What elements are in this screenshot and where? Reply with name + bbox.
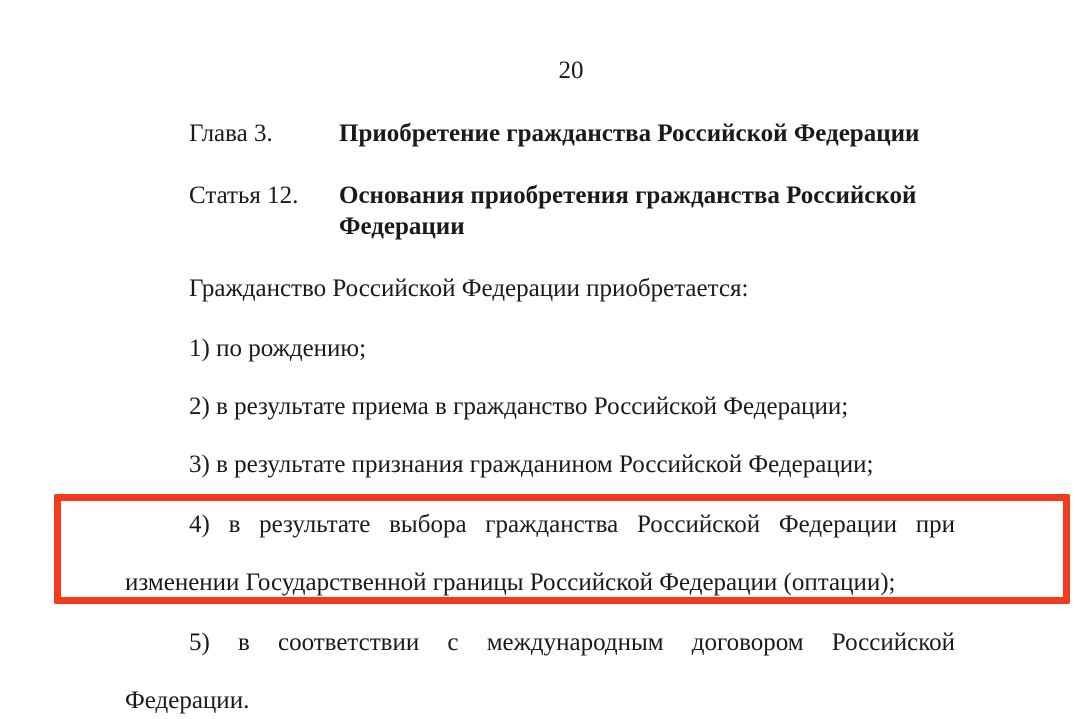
item5-word: соответствии [277,629,420,656]
item4-word: при [915,511,955,538]
item4-word: гражданства [485,511,619,538]
intro-paragraph: Гражданство Российской Федерации приобретается: [189,275,749,302]
item5-word: 5) [189,629,210,656]
page-number: 20 [558,57,584,84]
item4-word: выбора [389,511,467,538]
list-item-5-line1 [189,630,955,655]
highlight-box [54,494,1070,604]
article-title-line1: Основания приобретения гражданства Российской [339,182,917,209]
item4-word: 4) [189,511,210,538]
chapter-label: Глава 3. [189,120,273,147]
item4-word: результате [259,511,371,538]
list-item-3: 3) в результате признания гражданином Российской Федерации; [189,451,874,478]
chapter-title: Приобретение гражданства Российской Федерации [339,120,920,147]
list-item-1: 1) по рождению; [189,335,367,362]
item4-word: Российской [636,511,761,538]
list-item-2: 2) в результате приема в гражданство Российской Федерации; [189,393,849,420]
item5-word: международным [486,629,664,656]
item5-word: с [447,629,459,656]
item5-word: Российской [831,629,955,656]
list-item-4-line2: изменении Государственной границы Российской Федерации (оптации); [125,569,896,596]
item5-word: договором [691,629,804,656]
item5-word: в [238,629,250,656]
item4-word: Федерации [778,511,897,538]
article-title-line2: Федерации [339,213,465,240]
item4-word: в [228,511,241,538]
list-item-5-line2: Федерации. [125,687,250,714]
article-label: Статья 12. [189,182,299,209]
